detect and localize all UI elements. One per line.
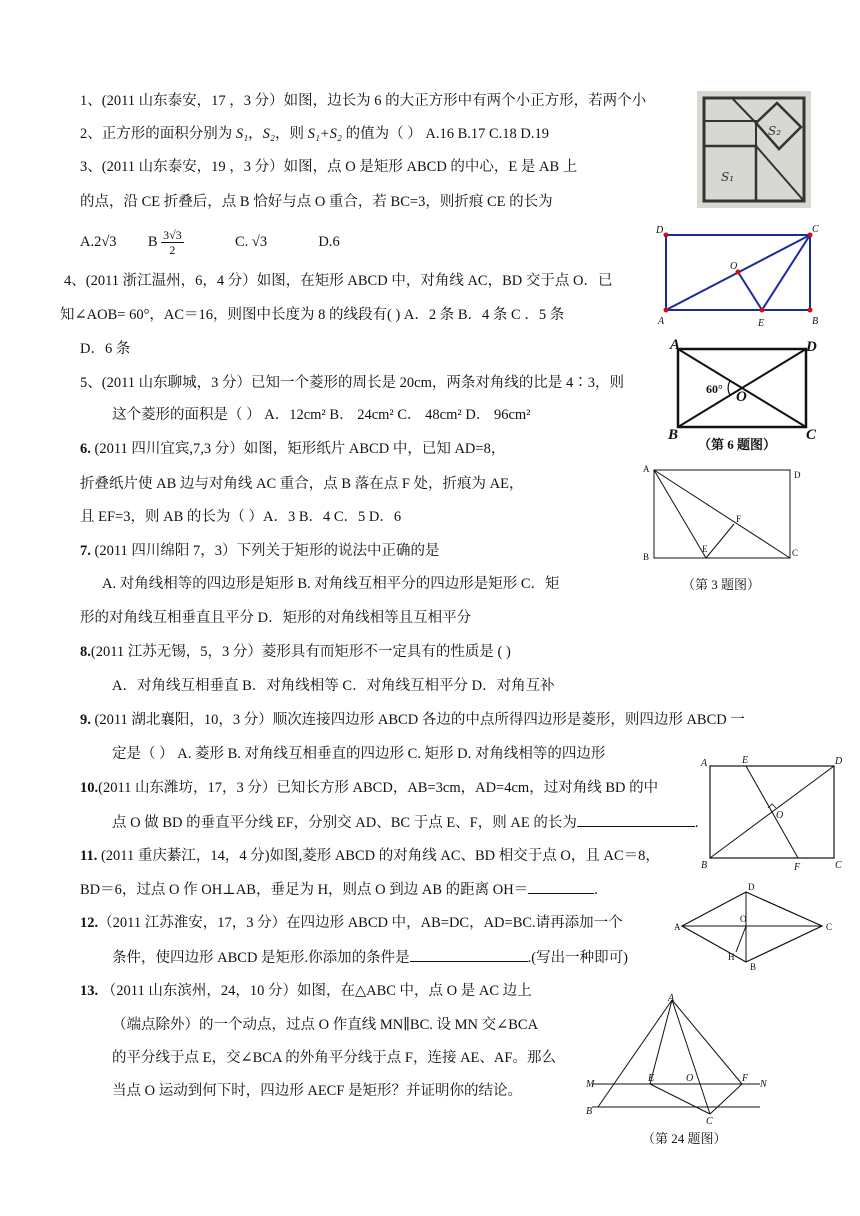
q12-num: 12. — [80, 915, 99, 931]
q1-sum: S₁+S₂ — [307, 126, 342, 142]
q3-label-o: O — [730, 261, 738, 272]
q11-text2: BD＝6，过点 O 作 OH⊥AB，垂足为 H，则点 O 到边 AB 的距离 OH＝ — [80, 882, 529, 898]
q1-line1: 1、(2011 山东泰安，17 ，3 分）如图，边长为 6 的大正方形中有两个小正方形，若两个小 — [80, 93, 647, 109]
q1-line2-post: 的值为（ ） A.16 B.17 C.18 D.19 — [341, 126, 550, 142]
q3-fold-ce — [762, 235, 810, 310]
q3-segment-oe — [738, 272, 762, 310]
q11-line2 — [80, 879, 598, 900]
q13-line3: 的平分线于点 E，交∠BCA 的外角平分线于点 F，连接 AE、AF。那么 — [112, 1050, 556, 1066]
q13-num: 13. — [80, 983, 99, 999]
q13-label-c: C — [706, 1116, 713, 1126]
q11-label-a: A — [674, 922, 681, 932]
q10-label-o: O — [776, 810, 784, 821]
q3fold-label-b: B — [643, 552, 650, 562]
q12-text2: 条件，使四边形 ABCD 是矩形.你添加的条件是 — [112, 950, 410, 966]
q6-line3: 且 EF=3，则 AB 的长为（ ）A．3 B．4 C．5 D．6 — [80, 509, 402, 525]
q5-line2: 这个菱形的面积是（ ） A．12cm² B． 24cm² C． 48cm² D． 96cm² — [112, 407, 531, 423]
q8-line2: A．对角线互相垂直 B．对角线相等 C．对角线互相平分 D．对角互补 — [112, 678, 555, 694]
q3-dot-d — [664, 233, 669, 238]
q12-line2 — [112, 947, 628, 968]
q3fold-label-d: D — [794, 470, 801, 480]
q10-line1 — [80, 778, 658, 798]
q3-option-b-num: 3√3 — [163, 228, 182, 242]
q1-fig-s2: S₂ — [768, 124, 782, 138]
q3fold-label-e: E — [702, 544, 708, 554]
q5-line1: 5、(2011 山东聊城，3 分）已知一个菱形的周长是 20cm，两条对角线的比是 4∶3，则 — [80, 375, 625, 391]
q13-label-m: M — [586, 1079, 595, 1090]
q3-label-c: C — [812, 224, 819, 235]
q3-label-a: A — [658, 316, 665, 327]
q12-line1 — [80, 913, 623, 933]
q6-text1: (2011 四川宜宾,7,3 分）如图，矩形纸片 ABCD 中，已知 AD=8， — [94, 441, 506, 457]
q11-label-d: D — [748, 882, 755, 892]
q6-label-a: A — [670, 337, 681, 353]
q4-line3: D．6 条 — [80, 341, 131, 357]
q9-text1: (2011 湖北襄阳，10，3 分）顺次连接四边形 ABCD 各边的中点所得四边形是菱形，则四边形 ABCD 一 — [94, 712, 745, 728]
q11-label-c: C — [826, 922, 833, 932]
q11-segment-oh — [736, 926, 746, 952]
q3-option-d: D.6 — [318, 233, 340, 250]
q3fold-label-f: F — [736, 514, 742, 524]
q13-figure — [582, 992, 772, 1126]
q3-option-c: C. √3 — [234, 233, 268, 250]
q6-figure — [662, 335, 826, 457]
q10-num: 10. — [80, 780, 99, 796]
q8-text1: (2011 江苏无锡，5，3 分）菱形具有而矩形不一定具有的性质是 ( ) — [90, 644, 511, 660]
q13-segment-ae — [650, 1000, 672, 1084]
q6-line2: 折叠纸片使 AB 边与对角线 AC 重合，点 B 落在点 F 处，折痕为 AE， — [80, 476, 524, 492]
q6-label-c: C — [806, 427, 817, 443]
q10-label-d: D — [835, 756, 843, 767]
q10-answer-blank[interactable] — [577, 812, 695, 827]
q13-side-ac — [672, 1000, 710, 1114]
q8-num: 8. — [80, 644, 91, 660]
q11-label-o: O — [740, 914, 747, 924]
q13-label-a: A — [668, 993, 675, 1004]
q3-dot-a — [664, 308, 669, 313]
q7-text1: (2011 四川绵阳 7，3）下列关于矩形的说法中正确的是 — [94, 543, 440, 559]
q6-label-d: D — [806, 339, 817, 355]
q12-line2-end: .(写出一种即可) — [527, 950, 628, 966]
q1-s1: S₁ — [235, 126, 249, 142]
q13-line4: 当点 O 运动到何下时，四边形 AECF 是矩形？并证明你的结论。 — [112, 1083, 523, 1099]
q13-text1: （2011 山东滨州，24，10 分）如图，在△ABC 中，点 O 是 AC 边上 — [101, 983, 532, 999]
q1-line2-mid: ，则 — [274, 126, 308, 142]
q6-fig-caption: （第 6 题图） — [698, 437, 777, 452]
q6-num: 6. — [80, 441, 91, 457]
q10-label-a: A — [701, 758, 708, 769]
q3-option-a: A.2√3 — [80, 233, 117, 250]
q11-text1: (2011 重庆綦江，14，4 分)如图,菱形 ABCD 的对角线 AC、BD 相交于点 O，且 AC＝8， — [100, 848, 660, 864]
q3-figure — [652, 220, 824, 332]
q3fold-segment-ef — [706, 524, 734, 558]
q11-line2-end: . — [594, 882, 598, 898]
q7-line3: 形的对角线互相垂直且平分 D．矩形的对角线相等且互相平分 — [80, 610, 472, 626]
q13-label-e: E — [648, 1073, 655, 1084]
q11-line1 — [80, 846, 660, 866]
q13-label-f: F — [742, 1073, 749, 1084]
q6-label-o: O — [736, 389, 747, 405]
q3-line1: 3、(2011 山东泰安，19 ，3 分）如图，点 O 是矩形 ABCD 的中心，E 是 AB 上 — [80, 159, 578, 175]
q1-line2-pre: 2、正方形的面积分别为 — [80, 126, 236, 142]
q13-side-ab — [598, 1000, 672, 1107]
q10-label-b: B — [701, 860, 708, 871]
q7-fig-caption: （第 3 题图） — [682, 577, 761, 592]
q7-num: 7. — [80, 543, 91, 559]
q11-figure — [670, 880, 840, 972]
q10-figure — [698, 754, 844, 872]
q11-num: 11. — [80, 848, 98, 864]
q11-rhombus — [682, 892, 822, 962]
q10-text2: 点 O 做 BD 的垂直平分线 EF，分别交 AD、BC 于点 E、F，则 AE 的长为 — [112, 815, 577, 831]
q3fold-diagonal-ac — [654, 470, 790, 558]
q10-perpendicular-ef — [746, 766, 798, 858]
q6-angle-arc — [728, 381, 730, 395]
q8-line1 — [80, 642, 511, 662]
q13-label-n: N — [760, 1079, 767, 1090]
q9-line2: 定是（ ） A. 菱形 B. 对角线互相垂直的四边形 C. 矩形 D. 对角线相等的四边形 — [112, 746, 606, 762]
q3-option-b-fraction — [161, 228, 184, 257]
q3fold-crease-ae — [654, 470, 706, 558]
q3-label-e: E — [758, 318, 765, 329]
q13-label-b: B — [586, 1106, 593, 1117]
q1-sep: ， — [248, 126, 263, 142]
q4-line2: 知∠AOB= 60°，AC＝16，则图中长度为 8 的线段有( ) A．2 条 B．4 条 C ．5 条 — [60, 307, 565, 323]
q3-dot-e — [760, 308, 765, 313]
q3-options — [80, 228, 340, 257]
q3-label-d: D — [656, 225, 664, 236]
q1-fig-s1: S₁ — [721, 170, 735, 184]
q10-label-c: C — [835, 860, 842, 871]
q10-line2 — [112, 812, 698, 833]
q3-label-b: B — [812, 316, 819, 327]
q11-label-b: B — [750, 962, 757, 972]
q9-line1 — [80, 710, 745, 730]
q3-line2: 的点，沿 CE 折叠后，点 B 恰好与点 O 重合，若 BC=3，则折痕 CE 的长为 — [80, 194, 553, 210]
q9-num: 9. — [80, 712, 91, 728]
q12-text1: （2011 江苏淮安，17，3 分）在四边形 ABCD 中，AB=DC，AD=BC.请再添加一个 — [98, 915, 623, 931]
q13-segment-fc — [710, 1084, 742, 1114]
q3-option-b: B — [147, 233, 158, 250]
q7-line2: A. 对角线相等的四边形是矩形 B. 对角线互相平分的四边形是矩形 C．矩 — [102, 576, 560, 592]
q6-line1 — [80, 439, 505, 459]
q3-fold-figure — [640, 462, 804, 564]
q13-fig-caption: （第 24 题图） — [642, 1131, 727, 1146]
q6-label-b: B — [668, 427, 679, 443]
q10-line2-end: . — [694, 815, 699, 831]
q13-label-o: O — [686, 1073, 694, 1084]
q1-s2: S₂ — [262, 126, 275, 142]
q11-label-h: H — [728, 952, 735, 962]
q13-line1 — [80, 981, 532, 1001]
q3fold-label-c: C — [792, 548, 799, 558]
q13-segment-af — [672, 1000, 742, 1084]
q1-line2 — [80, 124, 549, 144]
q4-line1: 4、(2011 浙江温州，6，4 分）如图，在矩形 ABCD 中，对角线 AC，BD 交于点 O．已 — [64, 273, 613, 289]
q10-label-f: F — [794, 862, 801, 872]
q10-label-e: E — [742, 755, 749, 766]
q3fold-label-a: A — [643, 464, 650, 474]
q11-answer-blank[interactable] — [528, 879, 594, 894]
q6-angle-label: 60° — [706, 382, 723, 396]
q7-line1 — [80, 541, 440, 561]
q3-option-b-den: 2 — [169, 243, 176, 257]
q1-figure — [697, 91, 811, 208]
q10-text1: (2011 山东潍坊，17，3 分）已知长方形 ABCD，AB=3cm，AD=4cm，过对角线 BD 的中 — [98, 780, 659, 796]
q13-line2: （端点除外）的一个动点，过点 O 作直线 MN∥BC. 设 MN 交∠BCA — [112, 1017, 539, 1033]
q12-answer-blank[interactable] — [410, 947, 528, 962]
q3-dot-b — [808, 308, 813, 313]
